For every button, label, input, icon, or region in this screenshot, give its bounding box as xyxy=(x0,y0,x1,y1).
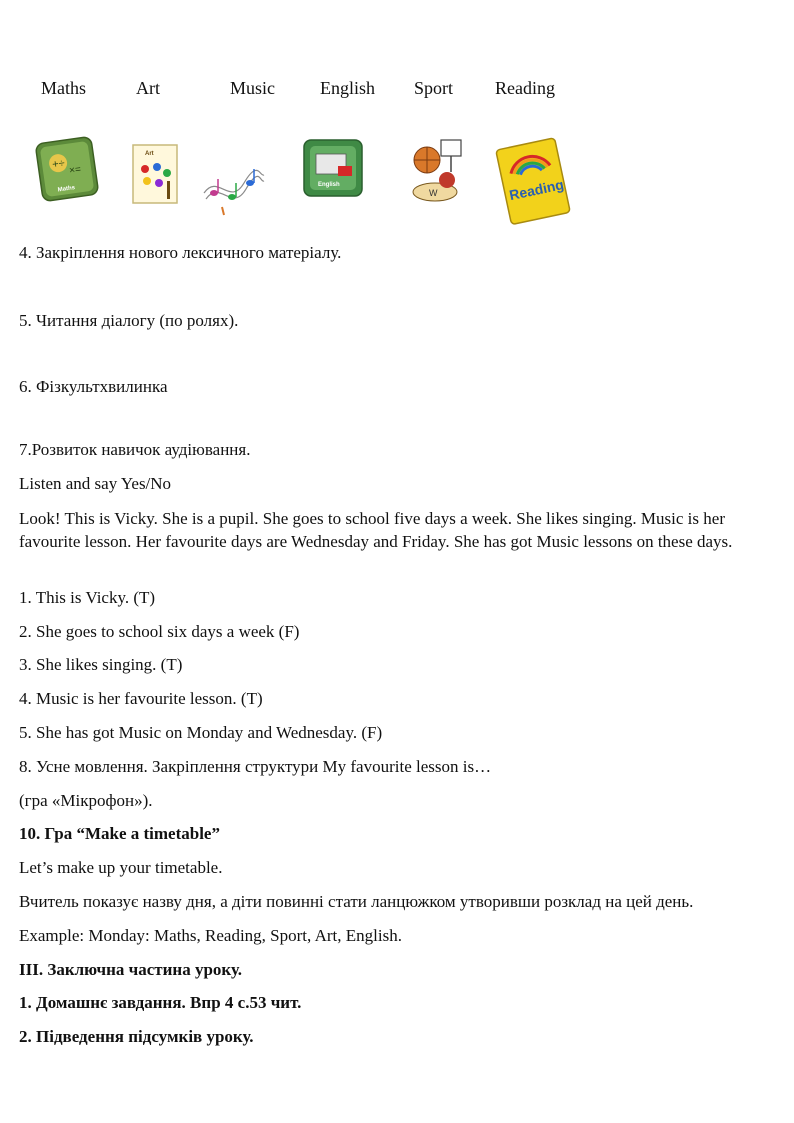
music-notes-icon xyxy=(200,163,266,217)
part-3-title: ІІІ. Заключна частина уроку. xyxy=(19,960,243,979)
listen-instruction: Listen and say Yes/No xyxy=(19,474,172,493)
maths-icon-text: Maths xyxy=(57,185,76,194)
reading-book-icon xyxy=(495,135,573,227)
english-icon-text: English xyxy=(318,182,340,188)
english-book-icon xyxy=(302,138,364,198)
svg-text:+÷: +÷ xyxy=(51,157,66,171)
story-paragraph: Look! This is Vicky. She is a pupil. She goes to school five days a week. She likes singing. Music is her favourite lesson. Her favourite days are Wednesday and Friday. She has got Music lessons on these days. xyxy=(19,509,733,551)
sport-balls-icon xyxy=(407,138,467,206)
svg-text:W: W xyxy=(429,188,438,198)
reading-icon-text: Reading xyxy=(507,176,566,204)
subject-label-english: English xyxy=(320,78,376,98)
step-10-prompt: Let’s make up your timetable. xyxy=(19,858,223,877)
step-10-instruction: Вчитель показує назву дня, а діти повинні стати ланцюжком утворивши розклад на цей день. xyxy=(19,892,694,911)
subject-label-reading: Reading xyxy=(495,78,555,98)
svg-text:×=: ×= xyxy=(68,164,82,177)
art-icon-text: Art xyxy=(145,151,154,157)
step-5: 5. Читання діалогу (по ролях). xyxy=(19,311,239,330)
subject-label-music: Music xyxy=(230,78,275,98)
step-10-title: 10. Гра “Make a timetable” xyxy=(19,824,220,843)
subject-label-sport: Sport xyxy=(414,78,454,98)
subject-label-maths: Maths xyxy=(41,78,86,98)
homework: 1. Домашнє завдання. Впр 4 с.53 чит. xyxy=(19,993,302,1012)
statement-3: 3. She likes singing. (T) xyxy=(19,655,183,674)
step-7: 7.Розвиток навичок аудіювання. xyxy=(19,440,251,459)
art-palette-icon xyxy=(131,143,181,205)
step-8-game: (гра «Мікрофон»). xyxy=(19,791,153,810)
statement-1: 1. This is Vicky. (T) xyxy=(19,588,156,607)
statement-2: 2. She goes to school six days a week (F) xyxy=(19,622,300,641)
lesson-summary: 2. Підведення підсумків уроку. xyxy=(19,1027,254,1046)
maths-book-icon xyxy=(33,134,101,204)
subject-label-art: Art xyxy=(136,78,160,98)
statement-5: 5. She has got Music on Monday and Wednesday. (F) xyxy=(19,723,383,742)
statement-4: 4. Music is her favourite lesson. (T) xyxy=(19,689,263,708)
step-10-example: Example: Monday: Maths, Reading, Sport, Art, English. xyxy=(19,926,402,945)
step-4: 4. Закріплення нового лексичного матеріалу. xyxy=(19,243,342,262)
step-8: 8. Усне мовлення. Закріплення структури My favourite lesson is… xyxy=(19,757,492,776)
step-6: 6. Фізкультхвилинка xyxy=(19,377,168,396)
